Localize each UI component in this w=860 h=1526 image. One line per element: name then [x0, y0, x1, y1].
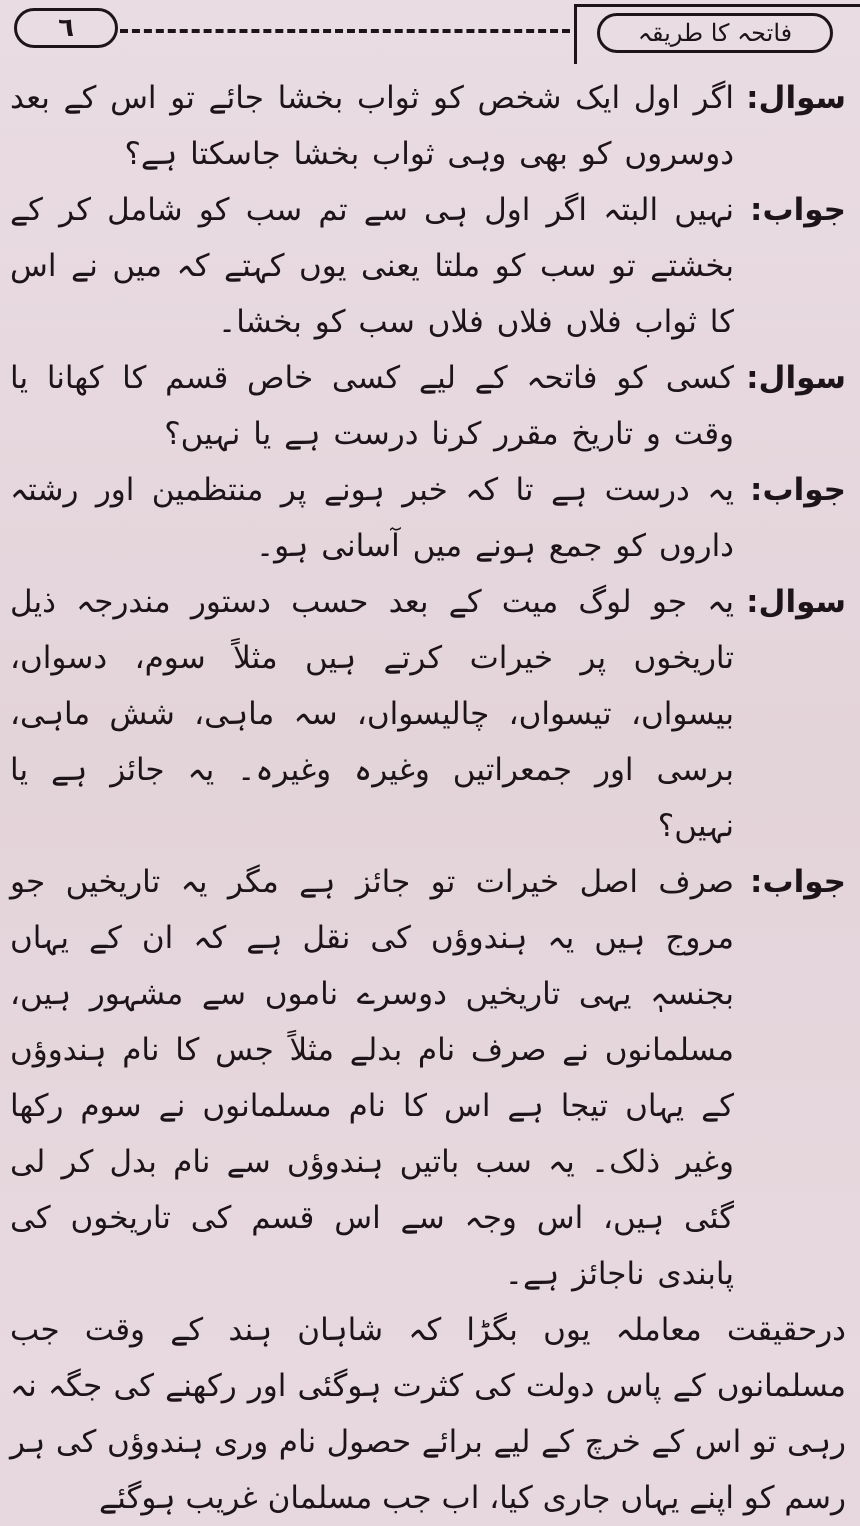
answer-block: [10, 462, 846, 574]
answer-text: نہیں البتہ اگر اول ہی سے تم سب کو شامل کر کے بخشتے تو سب کو ملتا یعنی یوں کہتے کہ میں نے اس کا ثواب فلاں فلاں فلاں سب کو بخشا۔: [10, 192, 734, 340]
question-text: یہ جو لوگ میت کے بعد حسب دستور مندرجہ ذیل تاریخوں پر خیرات کرتے ہیں مثلاً سوم، دسواں، بیسواں، تیسواں، چالیسواں، سہ ماہی، شش ماہی، برسی اور جمعراتیں وغیرہ وغیرہ۔ یہ جائز ہے یا نہیں؟: [10, 584, 734, 844]
title-frame: [574, 4, 860, 64]
page-header: [8, 4, 860, 66]
answer-label: جواب:: [750, 192, 846, 228]
question-text: اگر اول ایک شخص کو ثواب بخشا جائے تو اس کے بعد دوسروں کو بھی وہی ثواب بخشا جاسکتا ہے؟: [10, 80, 734, 172]
question-block: [10, 574, 846, 854]
header-divider: [120, 29, 570, 33]
question-label: سوال:: [746, 360, 846, 396]
answer-text: صرف اصل خیرات تو جائز ہے مگر یہ تاریخیں جو مروج ہیں یہ ہندوؤں کی نقل ہے کہ ان کے یہاں بجنسہٖ یہی تاریخیں دوسرے ناموں سے مشہور ہیں، مسلمانوں نے صرف نام بدلے مثلاً جس کا نام ہندوؤں کے یہاں تیجا ہے اس کا نام مسلمانوں نے سوم رکھا وغیر ذلک۔ یہ سب باتیں ہندوؤں سے نام بدل کر لی گئی ہیں، اس وجہ سے اس قسم کی تاریخوں کی پابندی ناجائز ہے۔: [10, 864, 734, 1292]
question-block: [10, 350, 846, 462]
running-title: فاتحہ کا طریقہ: [597, 13, 833, 53]
question-label: سوال:: [746, 80, 846, 116]
question-label: سوال:: [746, 584, 846, 620]
answer-block: [10, 182, 846, 350]
answer-text: یہ درست ہے تا کہ خبر ہونے پر منتظمین اور رشتہ داروں کو جمع ہونے میں آسانی ہو۔: [10, 472, 734, 564]
answer-block: [10, 854, 846, 1302]
closing-paragraph: درحقیقت معاملہ یوں بگڑا کہ شاہان ہند کے وقت جب مسلمانوں کے پاس دولت کی کثرت ہوگئی اور رکھنے کی جگہ نہ رہی تو اس کے خرچ کے لیے برائے حصول نام وری ہندوؤں کی ہر رسم کو اپنے یہاں جاری کیا، اب جب مسلمان غریب ہوگئے: [10, 1312, 846, 1516]
question-block: [10, 70, 846, 182]
answer-label: جواب:: [750, 472, 846, 508]
page-number: ٦: [14, 8, 118, 48]
question-text: کسی کو فاتحہ کے لیے کسی خاص قسم کا کھانا یا وقت و تاریخ مقرر کرنا درست ہے یا نہیں؟: [10, 360, 734, 452]
page-body: [10, 70, 846, 1526]
answer-label: جواب:: [750, 864, 846, 900]
